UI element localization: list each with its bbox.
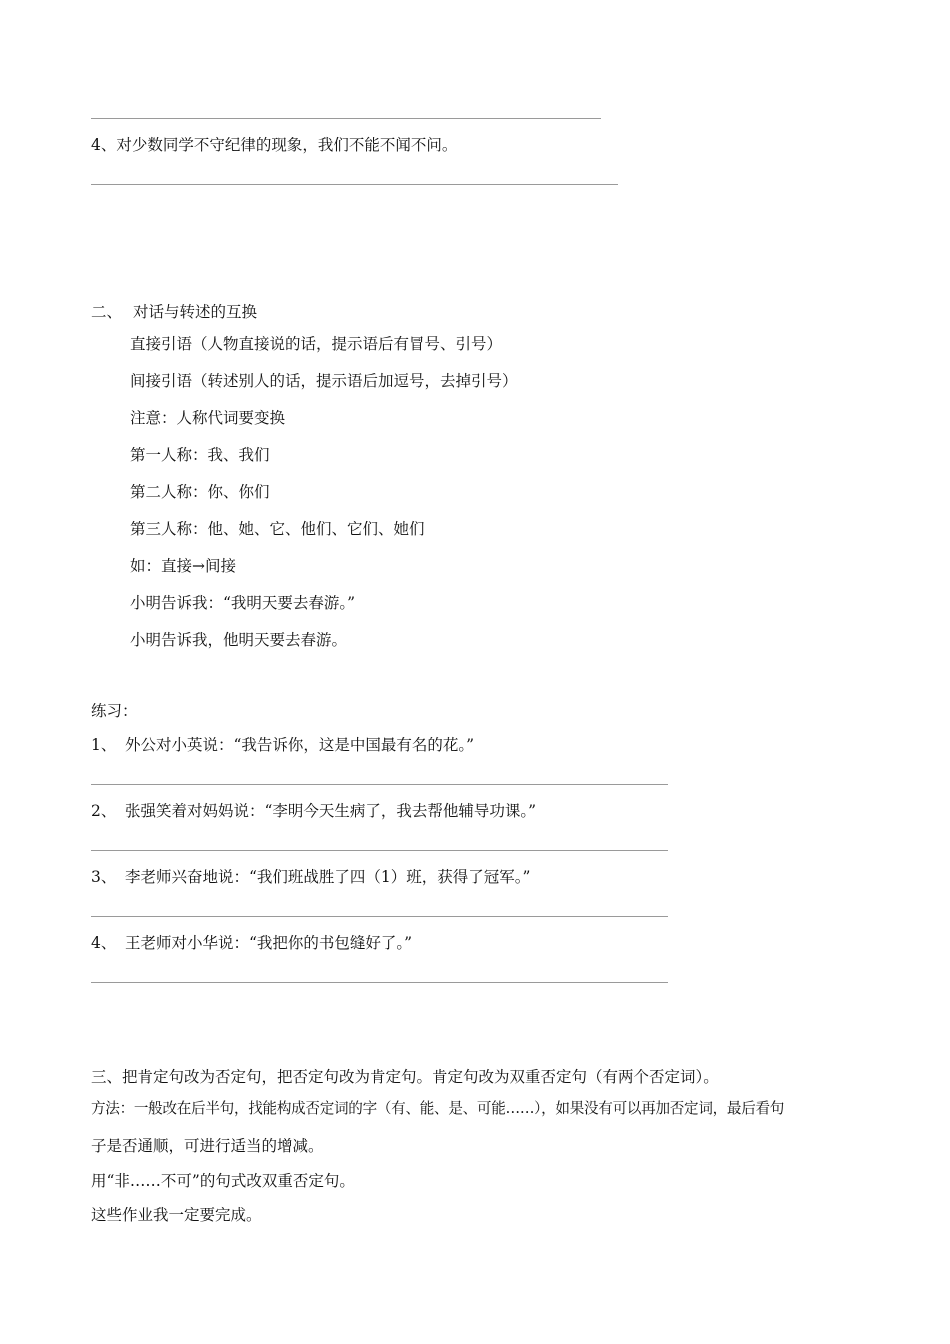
practice-item: [91, 932, 412, 954]
explanation-line: 间接引语（转述别人的话，提示语后加逗号，去掉引号）: [130, 372, 518, 390]
section-3-heading: 三、把肯定句改为否定句，把否定句改为肯定句。肯定句改为双重否定句（有两个否定词）。: [91, 1068, 719, 1086]
answer-line: [91, 982, 668, 983]
section-title: 对话与转述的互换: [133, 303, 258, 321]
explanation-line: 第三人称：他、她、它、他们、它们、她们: [130, 520, 425, 538]
answer-line: [91, 850, 668, 851]
item-text: 外公对小英说：“我告诉你，这是中国最有名的花。”: [125, 736, 475, 754]
item-number: 1、: [91, 736, 117, 754]
section-2-heading: [91, 301, 257, 323]
practice-item: [91, 734, 474, 756]
answer-line: [91, 784, 668, 785]
method-line: 子是否通顺，可进行适当的增减。: [91, 1137, 324, 1155]
example-line: 小明告诉我：“我明天要去春游。”: [130, 594, 356, 612]
example-line: 小明告诉我，他明天要去春游。: [130, 631, 348, 649]
section-number: 二、: [91, 303, 123, 321]
explanation-line: 第一人称：我、我们: [130, 446, 270, 464]
answer-line: [91, 184, 618, 185]
item-text: 张强笑着对妈妈说：“李明今天生病了，我去帮他辅导功课。”: [125, 802, 537, 820]
example-sentence: 这些作业我一定要完成。: [91, 1206, 262, 1224]
item-number: 2、: [91, 802, 117, 820]
explanation-line: 如：直接→间接: [130, 557, 236, 575]
item-number: 4、: [91, 934, 117, 952]
explanation-line: 第二人称：你、你们: [130, 483, 270, 501]
method-line: 方法：一般改在后半句，找能构成否定词的字（有、能、是、可能……），如果没有可以再加否定词，最后看句: [91, 1100, 785, 1117]
explanation-line: 直接引语（人物直接说的话，提示语后有冒号、引号）: [130, 335, 503, 353]
exercise-item-4: 4、对少数同学不守纪律的现象，我们不能不闻不问。: [91, 136, 458, 154]
answer-line: [91, 118, 601, 119]
practice-item: [91, 800, 536, 822]
item-number: 3、: [91, 868, 117, 886]
practice-label: 练习：: [91, 702, 138, 720]
instruction-line: 用“非……不可”的句式改双重否定句。: [91, 1172, 355, 1190]
item-text: 李老师兴奋地说：“我们班战胜了四（1）班，获得了冠军。”: [125, 868, 531, 886]
practice-item: [91, 866, 530, 888]
answer-line: [91, 916, 668, 917]
item-text: 王老师对小华说：“我把你的书包缝好了。”: [125, 934, 413, 952]
explanation-line: 注意：人称代词要变换: [130, 409, 286, 427]
